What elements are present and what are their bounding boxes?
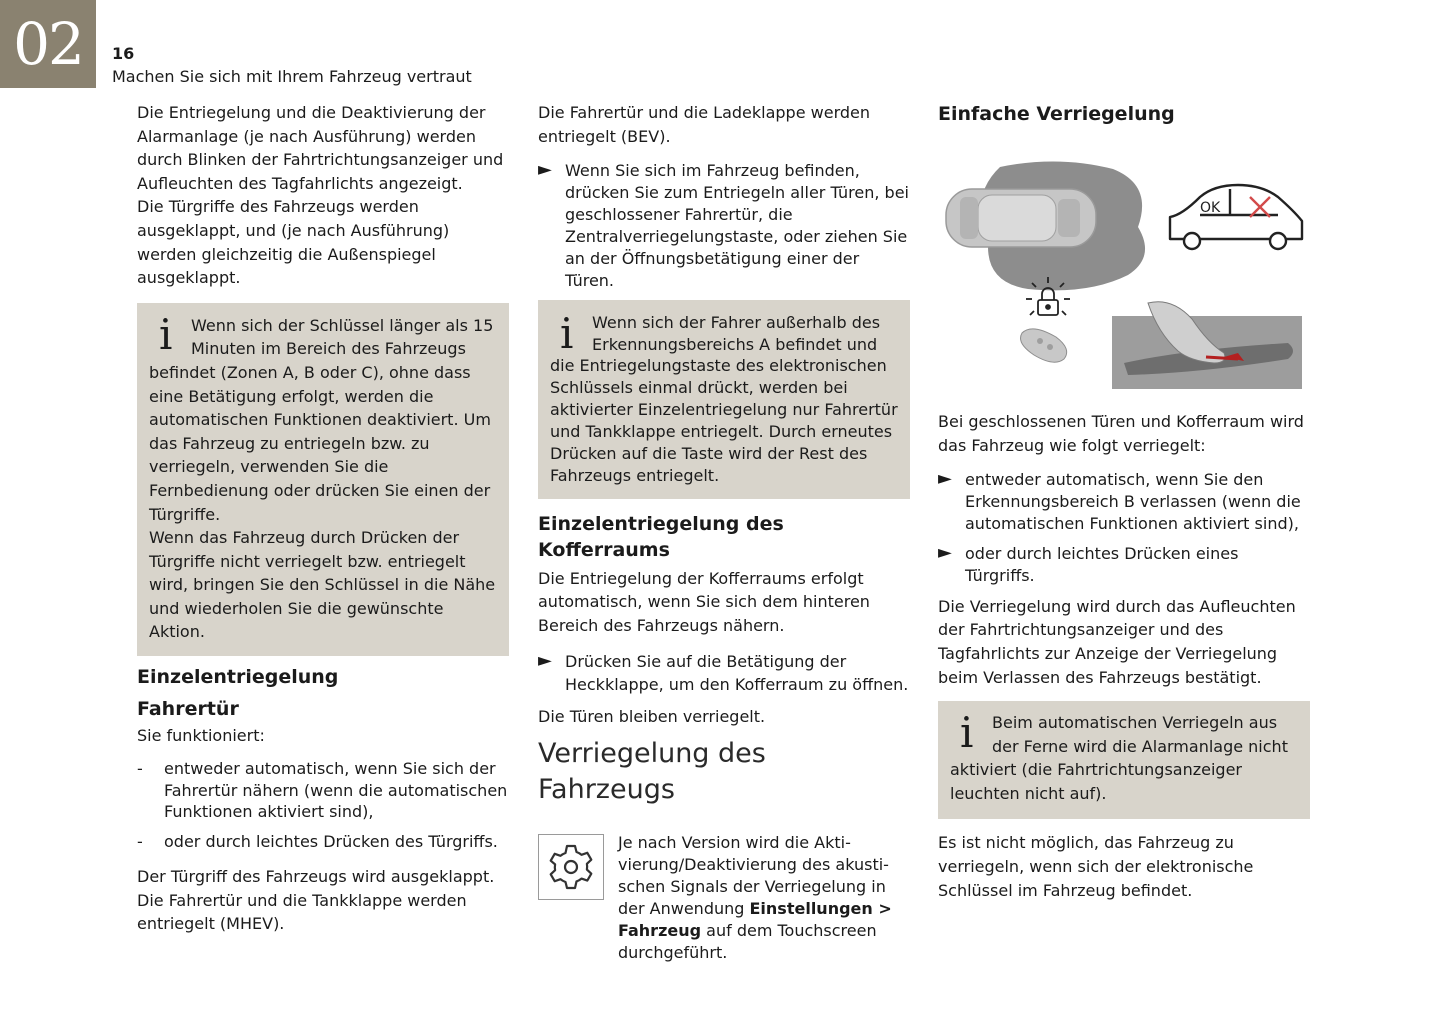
car-side-icon bbox=[1170, 185, 1302, 249]
settings-path: Einstellungen > Fahrzeug bbox=[618, 899, 892, 941]
list-item-text: oder durch leichtes Drücken eines Türgriffs. bbox=[965, 543, 1239, 585]
heading-driver-door: Fahrertür bbox=[137, 698, 239, 721]
car-top-view bbox=[946, 189, 1096, 247]
locking-illustration-graphic bbox=[938, 137, 1310, 399]
heading-single-unlock: Einzelentriegelung bbox=[137, 666, 339, 689]
locking-illustration bbox=[938, 137, 1310, 409]
list-item bbox=[137, 831, 509, 853]
arrow-bullet-icon: ► bbox=[938, 468, 952, 490]
paragraph-door-handles: Die Türgriffe des Fahrzeugs werden ausgeklappt, und (je nach Ausführung) werden gleichzeitig die Außenspiegel ausgeklappt. bbox=[137, 197, 450, 288]
list-item-text: oder durch leichtes Drücken des Türgriffs. bbox=[164, 832, 498, 852]
list-item bbox=[538, 160, 910, 291]
info-icon: i bbox=[560, 308, 574, 358]
paragraph-handle-unfolds: Der Türgriff des Fahrzeugs wird ausgeklappt. bbox=[137, 867, 495, 887]
heading-simple-locking: Einfache Verriegelung bbox=[938, 103, 1175, 125]
section-title: Machen Sie sich mit Ihrem Fahrzeug vertraut bbox=[112, 67, 472, 86]
paragraph-mhev-unlock: Die Fahrertür und die Tankklappe werden entriegelt (MHEV). bbox=[137, 890, 467, 934]
functions-label: Sie funktioniert: bbox=[137, 726, 265, 746]
column-2 bbox=[538, 101, 910, 964]
info-note-key-timeout bbox=[137, 303, 509, 656]
bullet-list-inside bbox=[538, 160, 910, 291]
paragraph-closed-doors: Bei geschlossenen Türen und Kofferraum wird das Fahrzeug wie folgt verriegelt: bbox=[938, 412, 1304, 455]
settings-info-text bbox=[618, 832, 910, 963]
ok-label: OK bbox=[1200, 200, 1221, 216]
paragraph-key-inside: Es ist nicht möglich, das Fahrzeug zu verriegeln, wenn sich der elektronische Schlüssel im Fahrzeug befindet. bbox=[938, 833, 1254, 900]
column-3 bbox=[938, 101, 1310, 902]
paragraph-trunk-unlock: Die Entriegelung der Kofferraums erfolgt automatisch, wenn Sie sich dem hinteren Bereich des Fahrzeugs nähern. bbox=[538, 568, 870, 636]
list-item-text: Wenn Sie sich im Fahrzeug befinden, drücken Sie zum Entriegeln aller Türen, bei geschlossener Fahrertür, die Zentralverriegelungstaste, oder ziehen Sie an der Öffnungsbetätigung einer der Türen. bbox=[565, 161, 909, 290]
list-item-text: entweder automatisch, wenn Sie sich der Fahrertür nähern (wenn die automatischen Funktionen aktiviert sind), bbox=[164, 758, 508, 822]
list-item bbox=[938, 543, 1310, 587]
note-text: Wenn sich der Fahrer außerhalb des Erkennungsbereichs A befindet und die Entriegelungstaste des elektronischen Schlüssels einmal drückt, werden bei aktivierter Einzelentriegelung nur Fahrertür und Tankklappe entriegelt. Durch erneutes Drücken auf die Taste wird der Rest des Fahrzeugs entriegelt. bbox=[550, 312, 898, 485]
list-item bbox=[538, 650, 910, 697]
list-item bbox=[938, 469, 1310, 535]
info-icon: i bbox=[960, 708, 974, 758]
dash-list bbox=[137, 758, 509, 854]
dash-icon: - bbox=[137, 758, 143, 778]
gear-icon bbox=[538, 834, 604, 900]
heading-vehicle-locking: Verriegelung des Fahrzeugs bbox=[538, 738, 766, 806]
key-fob-icon bbox=[1021, 329, 1067, 362]
arrow-bullet-icon: ► bbox=[538, 649, 552, 671]
info-note-single-unlock bbox=[538, 300, 910, 499]
list-item bbox=[137, 758, 509, 824]
info-text-post: auf dem Touchscreen durchgeführt. bbox=[618, 921, 877, 962]
paragraph-lock-confirmation: Die Verriegelung wird durch das Aufleuchten der Fahrtrichtungsanzeiger und des Tagfahrlichts zur Anzeige der Verriegelung beim Verlassen des Fahrzeugs bestätigt. bbox=[938, 596, 1296, 687]
note-text: Beim automatischen Verriegeln aus der Ferne wird die Alarmanlage nicht aktiviert (die Fahrtrichtungsanzeiger leuchten nicht auf). bbox=[950, 713, 1288, 803]
padlock-icon bbox=[1026, 277, 1070, 315]
column-1 bbox=[137, 101, 509, 936]
list-item-text: Drücken Sie auf die Betätigung der Heckklappe, um den Kofferraum zu öffnen. bbox=[565, 651, 909, 695]
heading-trunk-unlock: Einzelentriegelung des Kofferraums bbox=[538, 512, 784, 561]
info-icon: i bbox=[159, 309, 173, 359]
settings-info-box bbox=[538, 832, 910, 963]
paragraph-unlock-indication: Die Entriegelung und die Deaktivierung der Alarmanlage (je nach Ausführung) werden durch Blinken der Fahrtrichtungsanzeiger und Aufleuchten des Tagfahrlichts angezeigt. bbox=[137, 103, 504, 193]
dash-icon: - bbox=[137, 832, 143, 852]
chapter-number-tab: 02 bbox=[0, 0, 96, 88]
door-handle-illustration bbox=[1112, 302, 1302, 389]
list-item-text: entweder automatisch, wenn Sie den Erkennungsbereich B verlassen (wenn die automatischen Funktionen aktiviert sind), bbox=[965, 470, 1301, 533]
page-number: 16 bbox=[112, 44, 135, 63]
arrow-bullet-icon: ► bbox=[538, 159, 552, 181]
arrow-bullet-icon: ► bbox=[938, 541, 952, 563]
bullet-list-locking bbox=[938, 469, 1310, 587]
bullet-list-trunk bbox=[538, 650, 910, 697]
info-text-pre: Je nach Version wird die Akti-vierung/Deaktivierung des akusti-schen Signals der Verriegelung in der Anwendung bbox=[618, 833, 889, 919]
info-note-remote-locking bbox=[938, 701, 1310, 819]
note-text-1: Wenn sich der Schlüssel länger als 15 Minuten im Bereich des Fahrzeugs befindet (Zonen A, B oder C), ohne dass eine Betätigung erfolgt, werden die automatischen Funktionen deaktiviert. Um das Fahrzeug zu entriegeln bzw. zu verriegeln, verwenden Sie die Fernbedienung oder drücken Sie einen der Türgriffe. bbox=[149, 315, 494, 524]
paragraph-doors-stay-locked: Die Türen bleiben verriegelt. bbox=[538, 706, 766, 726]
note-text-2: Wenn das Fahrzeug durch Drücken der Türgriffe nicht verriegelt bzw. entriegelt wird, bringen Sie den Schlüssel in die Nähe und wiederholen Sie die gewünschte Aktion. bbox=[149, 528, 496, 642]
paragraph-bev-unlock: Die Fahrertür und die Ladeklappe werden entriegelt (BEV). bbox=[538, 103, 870, 146]
